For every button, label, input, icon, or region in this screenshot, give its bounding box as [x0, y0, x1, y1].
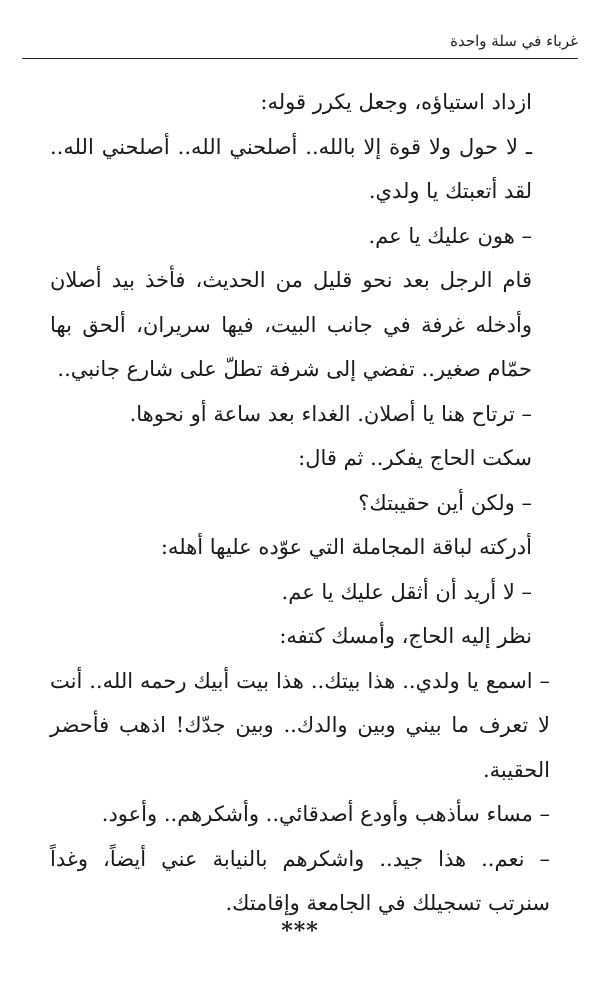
running-header-title: غرباء في سلة واحدة: [450, 32, 578, 50]
paragraph: قام الرجل بعد نحو قليل من الحديث، فأخذ بيد أصلان وأدخله غرفة في جانب البيت، فيها سريران، ألحق بها حمّام صغير.. تفضي إلى شرفة تطلّ على شارع جانبي..: [50, 268, 532, 381]
paragraph: – لا أريد أن أثقل عليك يا عم.: [281, 579, 532, 604]
paragraph: – مساء سأذهب وأودع أصدقائي.. وأشكرهم.. وأعود.: [101, 802, 550, 826]
paragraph: – اسمع يا ولدي.. هذا بيتك.. هذا بيت أبيك رحمه الله.. أنت لا تعرف ما بيني وبين والدك.. وبين جدّك! اذهب فأحضر الحقيبة.: [50, 668, 550, 782]
paragraph: – ترتاح هنا يا أصلان. الغداء بعد ساعة أو نحوها.: [129, 401, 532, 426]
paragraph: – ولكن أين حقيبتك؟: [358, 490, 532, 515]
section-break: ***: [281, 918, 319, 944]
paragraph: أدركته لباقة المجاملة التي عوّده عليها أهله:: [160, 535, 532, 559]
paragraph: ـ لا حول ولا قوة إلا بالله.. أصلحني الله.. أصلحني الله.. لقد أتعبتك يا ولدي.: [50, 134, 532, 203]
paragraph: نظر إليه الحاج، وأمسك كتفه:: [279, 624, 532, 648]
paragraph: – نعم.. هذا جيد.. واشكرهم بالنيابة عني أيضاً، وغداً سنرتب تسجيلك في الجامعة وإقامتك.: [50, 846, 550, 915]
header-rule: [22, 58, 578, 59]
paragraph: ازداد استياؤه، وجعل يكرر قوله:: [260, 90, 532, 114]
body-text: [50, 80, 550, 926]
paragraph: – هون عليك يا عم.: [368, 223, 532, 248]
paragraph: سكت الحاج يفكر.. ثم قال:: [298, 446, 532, 470]
